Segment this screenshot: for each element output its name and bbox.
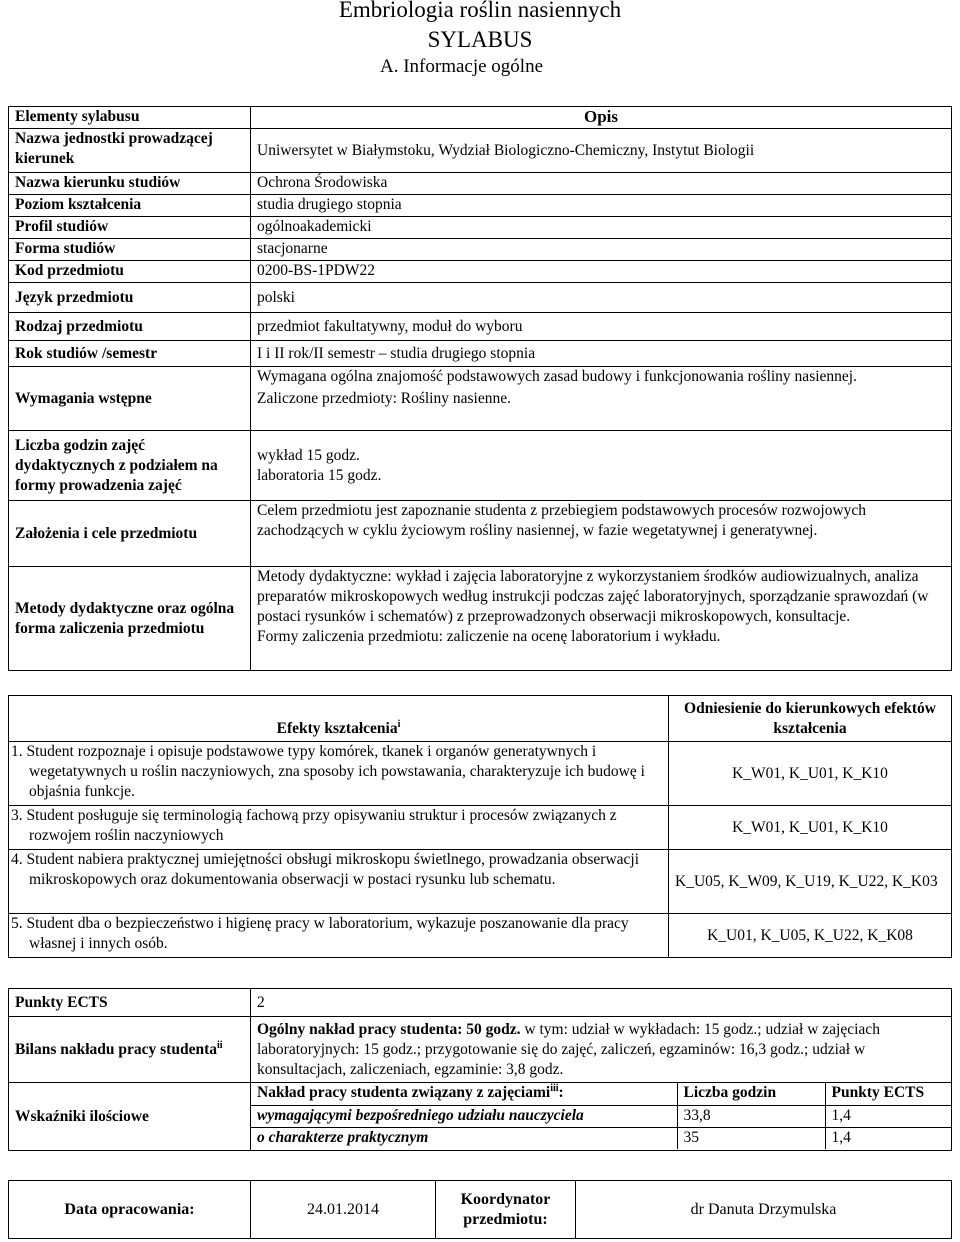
indicator-ects: 1,4 (825, 1127, 951, 1149)
workload-contact-header: Nakład pracy studenta związany z zajęciami$^{iii}$: (251, 1083, 677, 1105)
hours-cell (251, 431, 952, 501)
coordinator-name: dr Danuta Drzymulska (576, 1181, 952, 1239)
indicator-row-label: wymagającymi bezpośredniego udziału nauczyciela (251, 1105, 677, 1127)
section-heading: A. Informacje ogólne (380, 56, 544, 77)
row-label-hours: Liczba godzin zajęć dydaktycznych z podziałem na formy prowadzenia zajęć (9, 431, 251, 501)
indicator-hours: 33,8 (677, 1105, 825, 1127)
row-label: Forma studiów (9, 239, 251, 261)
workload-cell (251, 1017, 952, 1083)
row-value: studia drugiego stopnia (251, 195, 952, 217)
outcomes-header-text: Efekty kształcenia (276, 720, 398, 737)
total-workload: Ogólny nakład pracy studenta: 50 godz. (257, 1020, 521, 1038)
learning-outcomes-table (8, 695, 952, 958)
hours-header: Liczba godzin (677, 1083, 825, 1105)
coordinator-label: Koordynator przedmiotu: (436, 1181, 576, 1239)
outcome-item: 1. Student rozpoznaje i opisuje podstawowe typy komórek, tkanek i organów generatywnych i wegetatywnych u roślin naczyniowych, zna sposoby ich powstawania, charakteryzuje ich budowę i objaśnia funkcje. (9, 742, 669, 806)
column-header-elements: Elementy sylabusu (9, 107, 251, 129)
indicator-ects: 1,4 (825, 1105, 951, 1127)
indicators-label: Wskaźniki ilościowe (9, 1083, 251, 1151)
reference-header: Odniesienie do kierunkowych efektów kształcenia (669, 696, 952, 742)
row-value: Uniwersytet w Białymstoku, Wydział Biologiczno-Chemiczny, Instytut Biologii (251, 129, 952, 173)
column-header-description: Opis (251, 107, 952, 129)
date-value: 24.01.2014 (251, 1181, 436, 1239)
footnote-marker: iii (550, 1082, 559, 1094)
row-label: Kod przedmiotu (9, 261, 251, 283)
row-label-goals: Założenia i cele przedmiotu (9, 501, 251, 567)
footnote-marker: ii (217, 1039, 223, 1051)
requirements-cell (251, 367, 952, 431)
row-label-methods: Metody dydaktyczne oraz ogólna forma zaliczenia przedmiotu (9, 567, 251, 671)
lecture-hours: wykład 15 godz. (257, 446, 360, 464)
outcome-reference: K_U05, K_W09, K_U19, K_U22, K_K03 (669, 850, 952, 914)
workload-breakdown: w tym: udział w wykładach: 15 godz.; udział w zajęciach laboratoryjnych: 15 godz.; przygotowanie się do zajęć, zaliczeń, egzaminów: 16,3 godz.; udział w konsultacjach, zaliczeniach, egzaminie: 3,8 godz. (257, 1020, 880, 1078)
methods-text: Metody dydaktyczne: wykład i zajęcia laboratoryjne z wykorzystaniem środków audiowizualnych, analiza preparatów mikroskopowych według instrukcji podczas zajęć laboratoryjnych, sporządzanie sprawozdań (w postaci rysunków i schematów) z przeprowadzonych obserwacji mikroskopowych, konsultacje. (257, 568, 929, 625)
assessment-text: Formy zaliczenia przedmiotu: zaliczenie na ocenę laboratorium i wykładu. (257, 628, 721, 645)
row-value: przedmiot fakultatywny, moduł do wyboru (251, 313, 952, 341)
row-label: Nazwa kierunku studiów (9, 173, 251, 195)
outcome-item: 5. Student dba o bezpieczeństwo i higienę pracy w laboratorium, wykazuje poszanowanie dla pracy własnej i innych osób. (9, 914, 669, 958)
row-label: Profil studiów (9, 217, 251, 239)
document-title: Embriologia roślin nasiennych (338, 0, 622, 22)
outcome-reference: K_W01, K_U01, K_K10 (669, 806, 952, 850)
requirements-text: Wymagana ogólna znajomość podstawowych zasad budowy i funkcjonowania rośliny nasiennej. (257, 368, 857, 385)
document-subtitle: SYLABUS (427, 27, 533, 52)
row-label-requirements: Wymagania wstępne (9, 367, 251, 431)
indicator-row-label: o charakterze praktycznym (251, 1127, 677, 1149)
row-value: ogólnoakademicki (251, 217, 952, 239)
row-label: Rok studiów /semestr (9, 341, 251, 367)
workload-label-text: Bilans nakładu pracy studenta (15, 1040, 217, 1058)
row-label: Język przedmiotu (9, 283, 251, 313)
indicators-table (251, 1083, 951, 1149)
outcomes-header (9, 696, 669, 742)
row-value: polski (251, 283, 952, 313)
row-value: Ochrona Środowiska (251, 173, 952, 195)
ects-table (8, 988, 952, 1151)
footer-table (8, 1180, 952, 1239)
workload-contact-text: Nakład pracy studenta związany z zajęciami (257, 1084, 551, 1101)
ects-value: 2 (251, 989, 952, 1017)
outcome-item: 3. Student posługuje się terminologią fachową przy opisywaniu struktur i procesów związanych z rozwojem roślin naczyniowych (9, 806, 669, 850)
indicator-hours: 35 (677, 1127, 825, 1149)
row-label: Rodzaj przedmiotu (9, 313, 251, 341)
row-value: stacjonarne (251, 239, 952, 261)
date-label: Data opracowania: (9, 1181, 251, 1239)
row-value: I i II rok/II semestr – studia drugiego stopnia (251, 341, 952, 367)
lab-hours: laboratoria 15 godz. (257, 466, 382, 484)
outcome-reference: K_W01, K_U01, K_K10 (669, 742, 952, 806)
workload-label (9, 1017, 251, 1083)
ects-header: Punkty ECTS (825, 1083, 951, 1105)
row-value: 0200-BS-1PDW22 (251, 261, 952, 283)
row-label: Poziom kształcenia (9, 195, 251, 217)
indicators-cell (251, 1083, 952, 1151)
row-label: Nazwa jednostki prowadzącej kierunek (9, 129, 251, 173)
goals-text: Celem przedmiotu jest zapoznanie studenta z przebiegiem podstawowych procesów rozwojowych zachodzących w cyklu życiowym rośliny nasiennej, w fazie wegetatywnej i generatywnej. (251, 501, 952, 567)
syllabus-info-table (8, 106, 952, 671)
methods-cell (251, 567, 952, 671)
outcome-reference: K_U01, K_U05, K_U22, K_K08 (669, 914, 952, 958)
completed-courses-text: Zaliczone przedmioty: Rośliny nasienne. (257, 390, 511, 407)
outcome-item: 4. Student nabiera praktycznej umiejętności obsługi mikroskopu świetlnego, prowadzania obserwacji mikroskopowych oraz dokumentowania obserwacji w postaci rysunku lub schematu. (9, 850, 669, 914)
footnote-marker: i (397, 718, 401, 730)
ects-label: Punkty ECTS (9, 989, 251, 1017)
